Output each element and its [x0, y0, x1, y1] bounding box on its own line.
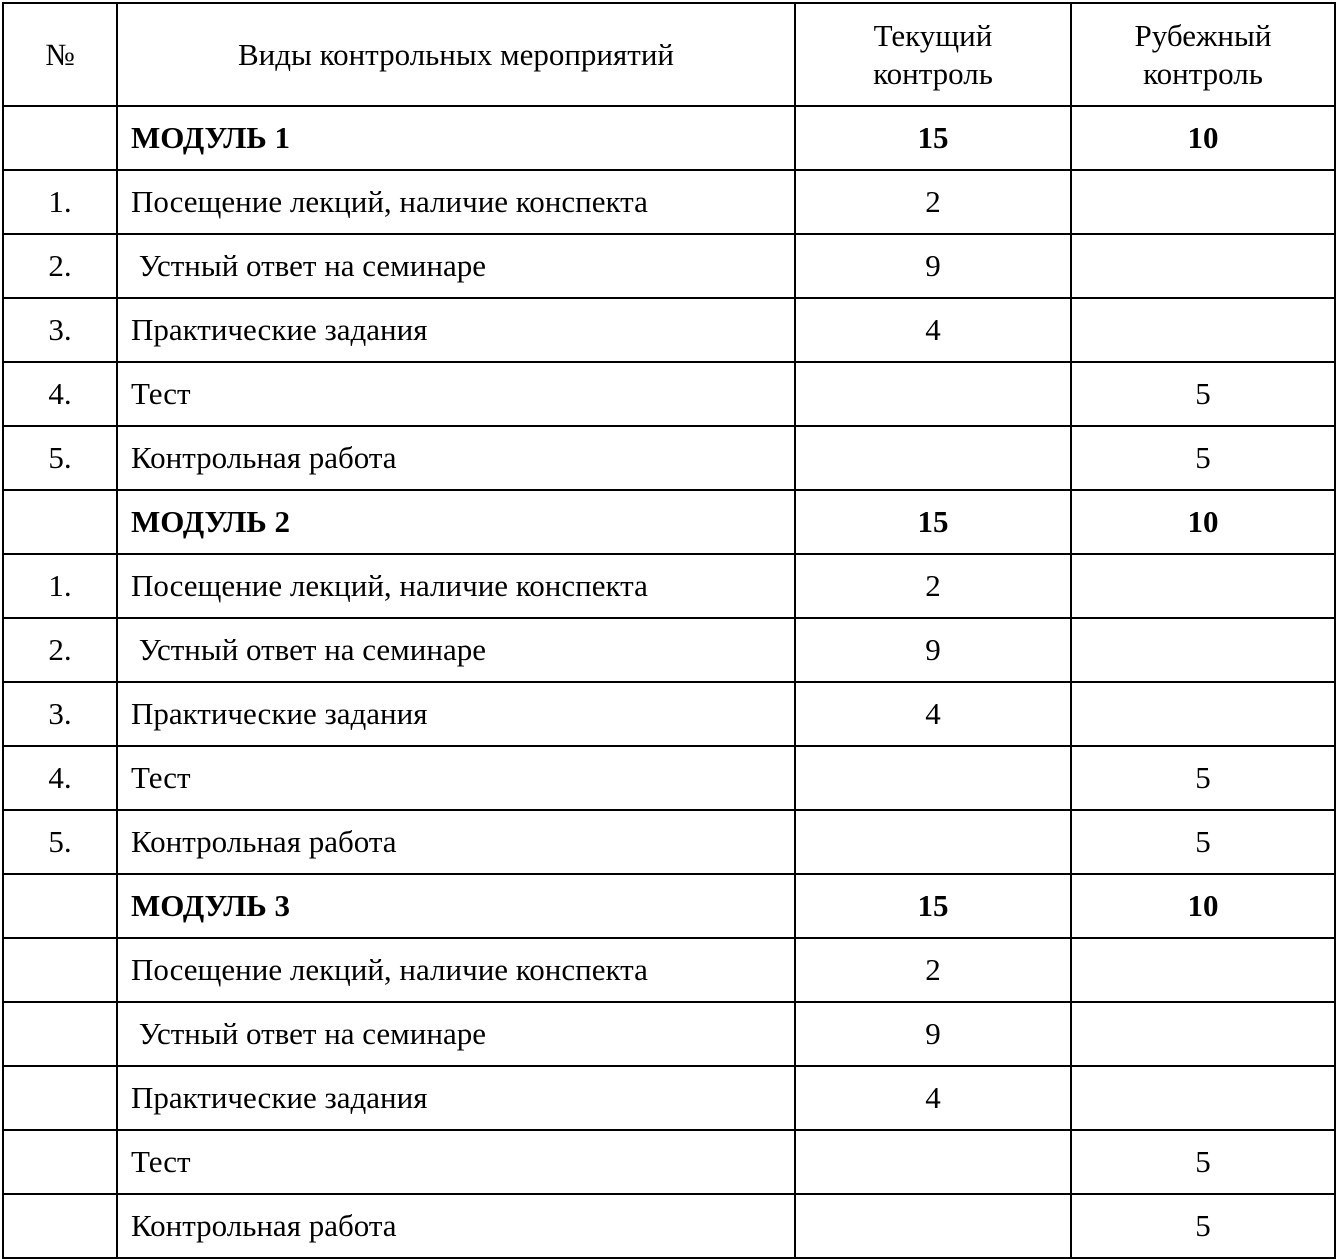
table-row	[3, 746, 1335, 810]
table-row	[3, 938, 1335, 1002]
row-current-score	[795, 1130, 1071, 1194]
header-row	[3, 3, 1335, 106]
row-activity: Посещение лекций, наличие конспекта	[117, 938, 795, 1002]
row-number	[3, 106, 117, 170]
row-boundary-score: 10	[1071, 874, 1335, 938]
row-boundary-score: 5	[1071, 426, 1335, 490]
header-number: №	[3, 3, 117, 106]
row-current-score: 15	[795, 874, 1071, 938]
header-activity-type: Виды контрольных мероприятий	[117, 3, 795, 106]
table-row	[3, 234, 1335, 298]
row-boundary-score: 5	[1071, 810, 1335, 874]
control-activities-table	[2, 2, 1336, 1259]
row-number: 4.	[3, 362, 117, 426]
row-current-score	[795, 362, 1071, 426]
row-number: 2.	[3, 234, 117, 298]
header-boundary-control	[1071, 3, 1335, 106]
row-number: 1.	[3, 554, 117, 618]
row-boundary-score	[1071, 234, 1335, 298]
row-current-score	[795, 1194, 1071, 1258]
row-number: 5.	[3, 810, 117, 874]
row-activity: Устный ответ на семинаре	[117, 1002, 795, 1066]
row-activity: Посещение лекций, наличие конспекта	[117, 554, 795, 618]
row-number: 3.	[3, 298, 117, 362]
row-number	[3, 1130, 117, 1194]
row-boundary-score: 10	[1071, 490, 1335, 554]
row-number	[3, 938, 117, 1002]
row-activity: Посещение лекций, наличие конспекта	[117, 170, 795, 234]
row-current-score: 4	[795, 298, 1071, 362]
row-boundary-score: 5	[1071, 1194, 1335, 1258]
row-activity: МОДУЛЬ 2	[117, 490, 795, 554]
row-current-score	[795, 746, 1071, 810]
row-current-score: 4	[795, 682, 1071, 746]
row-current-score: 2	[795, 554, 1071, 618]
table-row	[3, 1066, 1335, 1130]
row-activity: Тест	[117, 746, 795, 810]
row-activity: Практические задания	[117, 1066, 795, 1130]
row-number: 5.	[3, 426, 117, 490]
row-activity: Тест	[117, 1130, 795, 1194]
row-current-score: 9	[795, 1002, 1071, 1066]
row-current-score	[795, 426, 1071, 490]
row-activity: Устный ответ на семинаре	[117, 618, 795, 682]
row-current-score: 2	[795, 170, 1071, 234]
row-boundary-score	[1071, 938, 1335, 1002]
row-number	[3, 1066, 117, 1130]
row-activity: Тест	[117, 362, 795, 426]
module-row	[3, 874, 1335, 938]
row-activity: Контрольная работа	[117, 810, 795, 874]
row-boundary-score: 10	[1071, 106, 1335, 170]
row-number	[3, 1002, 117, 1066]
header-boundary-control-text: Рубежный контроль	[1134, 17, 1272, 91]
row-boundary-score	[1071, 298, 1335, 362]
table-row	[3, 426, 1335, 490]
row-boundary-score	[1071, 170, 1335, 234]
row-boundary-score	[1071, 618, 1335, 682]
row-activity: Устный ответ на семинаре	[117, 234, 795, 298]
row-number: 2.	[3, 618, 117, 682]
table-row	[3, 1002, 1335, 1066]
row-boundary-score: 5	[1071, 362, 1335, 426]
row-boundary-score: 5	[1071, 1130, 1335, 1194]
table-row	[3, 554, 1335, 618]
row-boundary-score: 5	[1071, 746, 1335, 810]
row-number	[3, 490, 117, 554]
table-row	[3, 810, 1335, 874]
row-boundary-score	[1071, 682, 1335, 746]
row-current-score: 15	[795, 106, 1071, 170]
table-row	[3, 1194, 1335, 1258]
header-current-control	[795, 3, 1071, 106]
row-number: 4.	[3, 746, 117, 810]
module-row	[3, 106, 1335, 170]
row-number	[3, 1194, 117, 1258]
row-activity: Контрольная работа	[117, 426, 795, 490]
row-number: 1.	[3, 170, 117, 234]
row-boundary-score	[1071, 554, 1335, 618]
row-current-score: 15	[795, 490, 1071, 554]
table-row	[3, 298, 1335, 362]
table-row	[3, 170, 1335, 234]
table-row	[3, 682, 1335, 746]
row-current-score: 9	[795, 234, 1071, 298]
row-number	[3, 874, 117, 938]
row-activity: Практические задания	[117, 682, 795, 746]
table-row	[3, 362, 1335, 426]
table-body	[3, 3, 1335, 1258]
row-activity: Контрольная работа	[117, 1194, 795, 1258]
header-current-control-text: Текущий контроль	[873, 17, 993, 91]
row-boundary-score	[1071, 1066, 1335, 1130]
row-activity: МОДУЛЬ 1	[117, 106, 795, 170]
row-activity: МОДУЛЬ 3	[117, 874, 795, 938]
row-activity: Практические задания	[117, 298, 795, 362]
row-current-score: 2	[795, 938, 1071, 1002]
table-row	[3, 618, 1335, 682]
row-current-score: 9	[795, 618, 1071, 682]
row-boundary-score	[1071, 1002, 1335, 1066]
row-current-score	[795, 810, 1071, 874]
row-number: 3.	[3, 682, 117, 746]
table-row	[3, 1130, 1335, 1194]
row-current-score: 4	[795, 1066, 1071, 1130]
module-row	[3, 490, 1335, 554]
